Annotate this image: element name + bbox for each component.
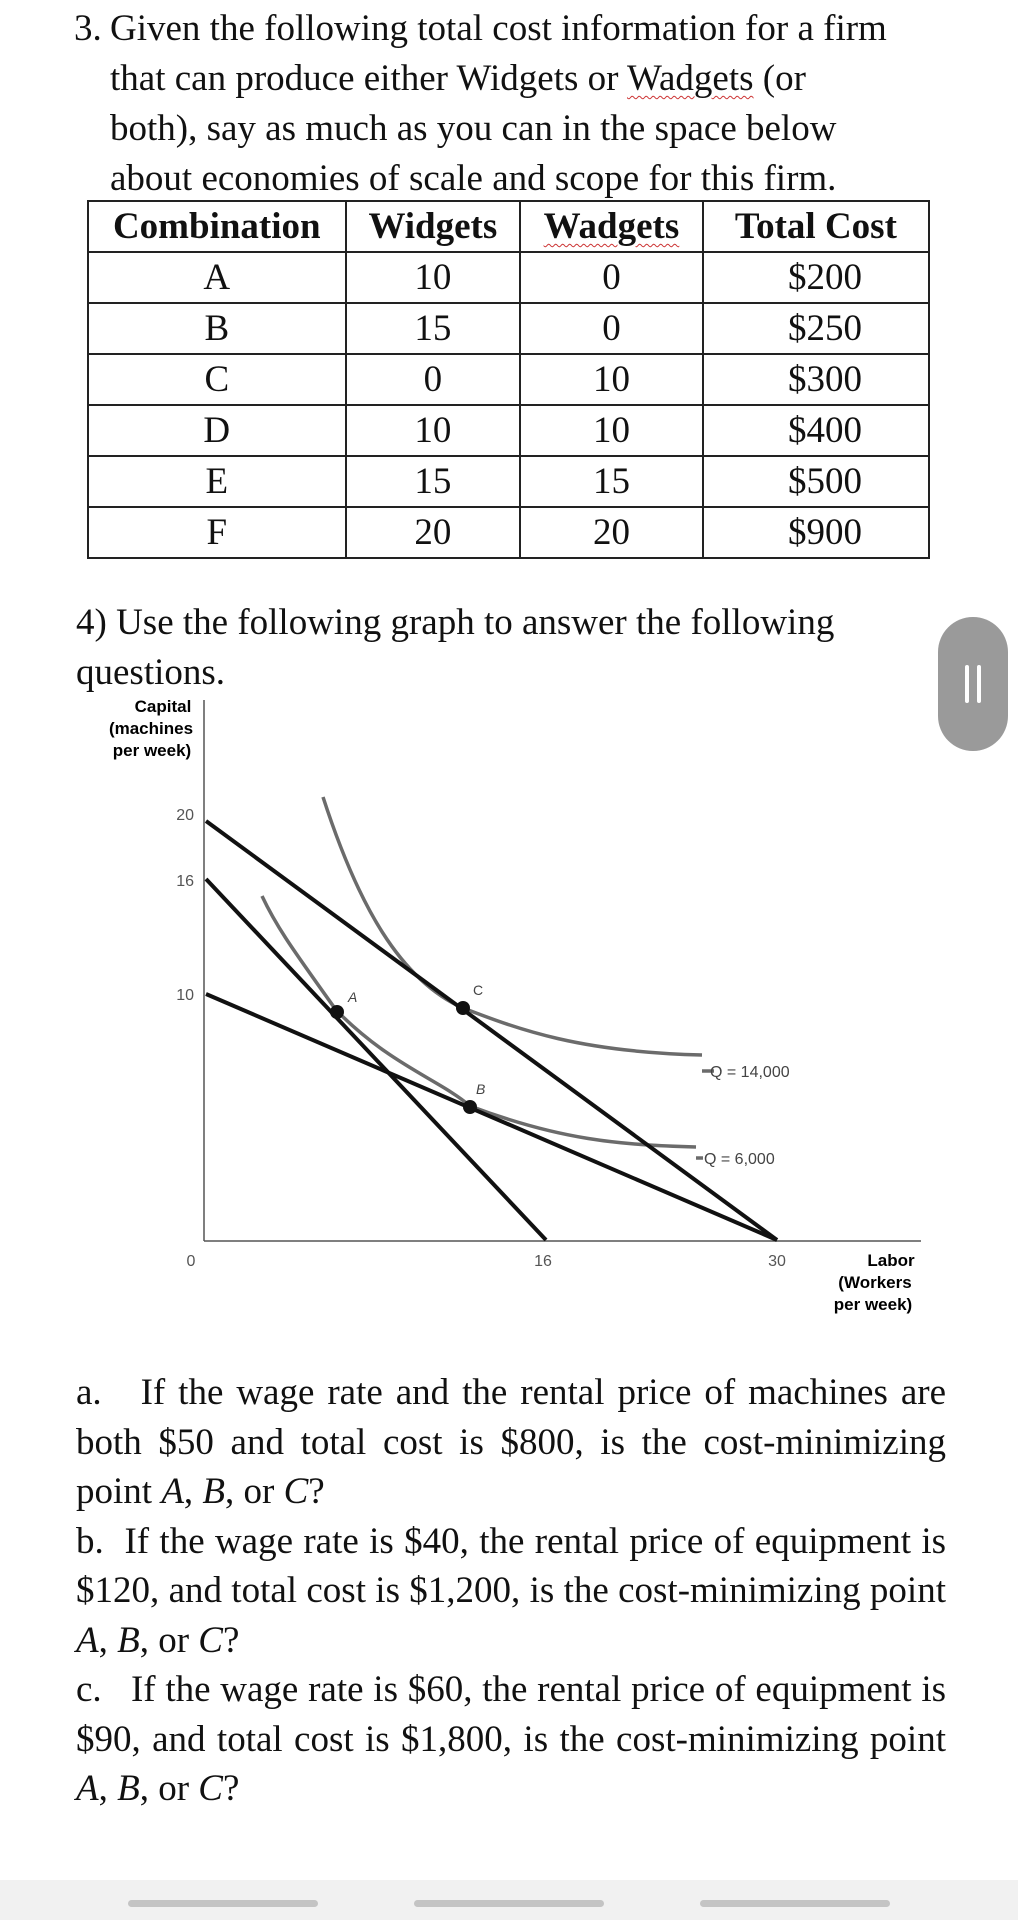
point-a-marker xyxy=(330,1005,344,1019)
question-3 xyxy=(74,4,954,204)
table-row: B 15 0 $250 xyxy=(88,303,929,354)
isoquant-q6000-label: Q = 6,000 xyxy=(704,1151,775,1168)
y-axis-label-2: (machines xyxy=(108,719,194,738)
table-row: C 0 10 $300 xyxy=(88,354,929,405)
table-row: E 15 15 $500 xyxy=(88,456,929,507)
sub-question-c: c. If the wage rate is $60, the rental price of equipment is $90, and total cost is $1,800, is the cost-minimizing point A, B, or C? xyxy=(76,1669,947,1809)
header-combination: Combination xyxy=(88,201,346,252)
question-3-line-1: Given the following total cost information for a firm xyxy=(110,8,887,49)
question-3-line-2: that can produce either Widgets or Wadgets (or xyxy=(110,58,806,99)
table-row: D 10 10 $400 xyxy=(88,405,929,456)
table-row: F 20 20 $900 xyxy=(88,507,929,558)
point-c-label: C xyxy=(473,982,484,998)
y-tick-10: 10 xyxy=(176,987,194,1004)
point-b-label: B xyxy=(476,1081,486,1097)
y-tick-20: 20 xyxy=(176,807,194,824)
question-3-line-3: both), say as much as you can in the space below xyxy=(110,108,837,149)
header-widgets: Widgets xyxy=(346,201,521,252)
table-row: A 10 0 $200 xyxy=(88,252,929,303)
y-axis-label-3: per week) xyxy=(112,741,192,760)
point-a-label: A xyxy=(348,989,358,1005)
question-3-number: 3. xyxy=(74,8,102,49)
x-tick-16: 16 xyxy=(534,1253,552,1270)
isocost-line-16-16 xyxy=(206,879,546,1240)
y-tick-16: 16 xyxy=(176,873,194,890)
origin-label: 0 xyxy=(186,1253,196,1270)
page-indicator-3[interactable] xyxy=(700,1900,890,1907)
x-axis-label-3: per week) xyxy=(833,1295,913,1314)
x-axis-label-1: Labor xyxy=(867,1251,915,1270)
isocost-isoquant-graph xyxy=(0,690,1018,1330)
cost-table xyxy=(87,200,930,559)
question-3-line-4: about economies of scale and scope for this firm. xyxy=(110,158,837,199)
x-axis-label-2: (Workers xyxy=(838,1273,912,1292)
page-indicator-2[interactable] xyxy=(414,1900,604,1907)
y-axis-label-1: Capital xyxy=(134,697,192,716)
sub-questions xyxy=(76,1368,946,1814)
isoquant-q14000-label: Q = 14,000 xyxy=(710,1064,790,1081)
point-b-marker xyxy=(463,1100,477,1114)
sub-question-b: b. If the wage rate is $40, the rental price of equipment is $120, and total cost is $1,200, is the cost-minimizing point A, B, or C? xyxy=(76,1520,947,1661)
question-4-text: 4) Use the following graph to answer the following questions. xyxy=(76,602,835,693)
table-header-row xyxy=(88,201,929,252)
x-tick-30: 30 xyxy=(768,1253,786,1270)
point-c-marker xyxy=(456,1001,470,1015)
wadgets-word: Wadgets xyxy=(627,58,754,99)
sub-question-a: a. If the wage rate and the rental price of machines are both $50 and total cost is $800, is the cost-minimizing point A, B, or C? xyxy=(76,1372,946,1512)
bottom-toolbar xyxy=(0,1880,1018,1920)
header-total-cost: Total Cost xyxy=(703,201,929,252)
page-indicator-1[interactable] xyxy=(128,1900,318,1907)
isoquant-q14000 xyxy=(323,797,702,1055)
header-wadgets: Wadgets xyxy=(520,201,703,252)
